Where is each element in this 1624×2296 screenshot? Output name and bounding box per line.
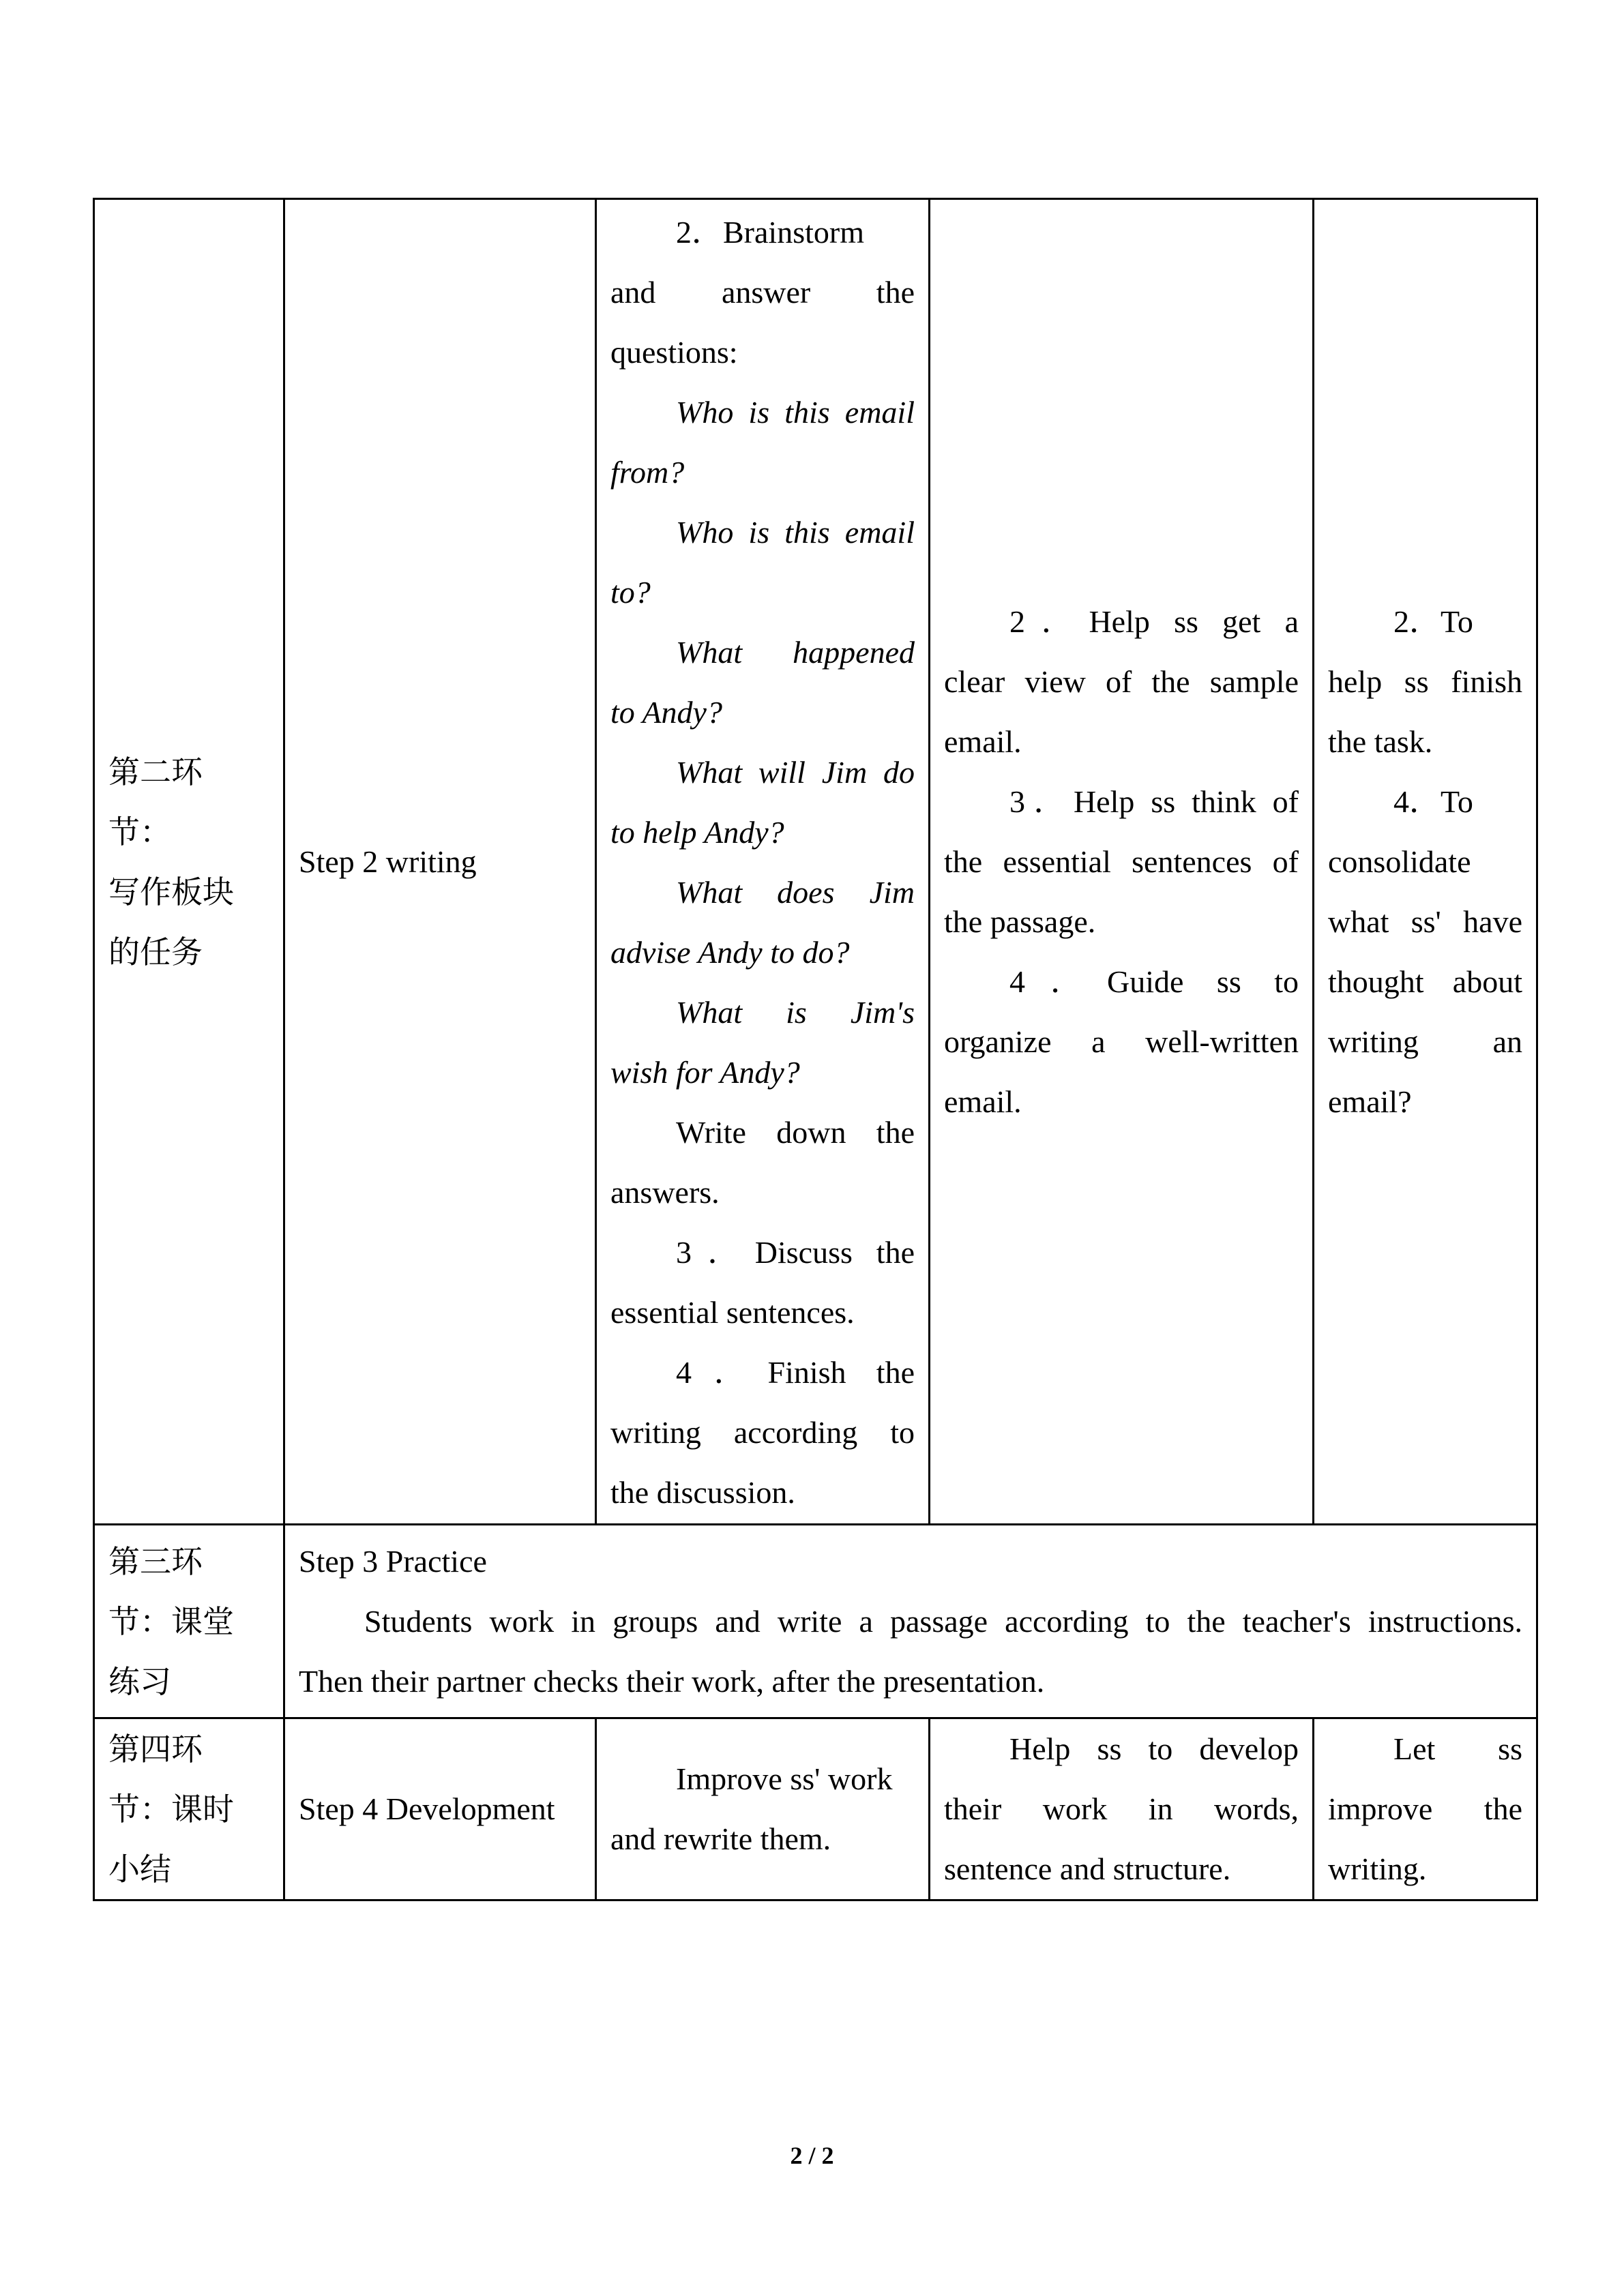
purpose-line: the task. bbox=[1328, 724, 1433, 759]
teacher-line: organize a well-written bbox=[944, 1024, 1299, 1059]
purpose-line: 2．To bbox=[1393, 603, 1473, 639]
purpose-line: consolidate bbox=[1328, 844, 1471, 879]
stage-line: 的任务 bbox=[108, 933, 203, 970]
activity-line: Write down the bbox=[676, 1115, 915, 1150]
question-line: What happened bbox=[676, 635, 915, 670]
practice-title: Step 3 Practice bbox=[299, 1543, 487, 1579]
question-line: What does Jim bbox=[676, 875, 915, 910]
teacher-line: the essential sentences of bbox=[944, 844, 1299, 879]
activity-line: 4．Finish the bbox=[676, 1355, 915, 1390]
purpose-line: email? bbox=[1328, 1084, 1412, 1119]
lesson-plan-table bbox=[93, 198, 1538, 1901]
activity-line: and answer the bbox=[610, 275, 915, 310]
activity-cell bbox=[596, 199, 930, 1525]
step-cell bbox=[284, 1718, 596, 1900]
stage-cell bbox=[94, 1525, 284, 1718]
activity-line: and rewrite them. bbox=[610, 1821, 831, 1856]
table-row-stage-4 bbox=[94, 1718, 1537, 1900]
activity-line: the discussion. bbox=[610, 1475, 795, 1510]
stage-line: 第三环 bbox=[108, 1542, 203, 1580]
stage-line: 第二环 bbox=[108, 753, 203, 790]
practice-body-line: Students work in groups and write a passage according to the teacher's instructions. bbox=[364, 1603, 1522, 1639]
page-number: 2 / 2 bbox=[790, 2142, 834, 2169]
question-line: wish for Andy? bbox=[610, 1055, 800, 1090]
purpose-cell bbox=[1314, 1718, 1537, 1900]
purpose-line: thought about bbox=[1328, 964, 1522, 999]
purpose-line: 4．To bbox=[1393, 784, 1473, 819]
stage-line: 小结 bbox=[108, 1851, 171, 1888]
teacher-line: 4．Guide ss to bbox=[1009, 964, 1299, 999]
teacher-line: 3．Help ss think of bbox=[1009, 784, 1299, 819]
question-line: What will Jim do bbox=[676, 755, 915, 790]
teacher-activity-cell bbox=[930, 1718, 1314, 1900]
stage-line: 第四环 bbox=[108, 1731, 203, 1768]
practice-cell bbox=[284, 1525, 1537, 1718]
activity-line: Improve ss' work bbox=[676, 1761, 893, 1796]
practice-body-line: Then their partner checks their work, after the presentation. bbox=[299, 1663, 1045, 1699]
question-line: What is Jim's bbox=[676, 995, 915, 1030]
activity-line: essential sentences. bbox=[610, 1295, 855, 1330]
activity-line: questions: bbox=[610, 335, 738, 370]
stage-cell bbox=[94, 1718, 284, 1900]
step-label: Step 4 Development bbox=[299, 1791, 555, 1826]
stage-line: 节： bbox=[108, 813, 171, 850]
question-line: from? bbox=[610, 455, 685, 490]
table-row-stage-2 bbox=[94, 199, 1537, 1525]
teacher-line: email. bbox=[944, 1084, 1022, 1119]
stage-line: 节：课时 bbox=[108, 1791, 234, 1828]
teacher-line: email. bbox=[944, 724, 1022, 759]
stage-line: 节：课堂 bbox=[108, 1602, 234, 1640]
teacher-line: Help ss to develop bbox=[1009, 1731, 1299, 1766]
purpose-line: what ss' have bbox=[1328, 904, 1522, 939]
teacher-line: 2．Help ss get a bbox=[1009, 603, 1299, 639]
stage-cell bbox=[94, 199, 284, 1525]
table-row-stage-3 bbox=[94, 1525, 1537, 1718]
purpose-cell bbox=[1314, 199, 1537, 1525]
purpose-line: Let ss bbox=[1393, 1731, 1522, 1766]
teacher-activity-cell bbox=[930, 199, 1314, 1525]
stage-line: 写作板块 bbox=[108, 873, 234, 910]
teacher-line: their work in words, bbox=[944, 1791, 1299, 1826]
question-line: Who is this email bbox=[676, 515, 915, 550]
purpose-line: help ss finish bbox=[1328, 664, 1522, 699]
question-line: advise Andy to do? bbox=[610, 935, 850, 970]
purpose-line: writing. bbox=[1328, 1851, 1427, 1886]
question-line: to? bbox=[610, 575, 651, 610]
teacher-line: sentence and structure. bbox=[944, 1851, 1231, 1886]
teacher-line: the passage. bbox=[944, 904, 1096, 939]
purpose-line: improve the bbox=[1328, 1791, 1522, 1826]
purpose-line: writing an bbox=[1328, 1024, 1522, 1059]
stage-line: 练习 bbox=[108, 1663, 171, 1700]
activity-line: writing according to bbox=[610, 1415, 915, 1450]
question-line: Who is this email bbox=[676, 395, 915, 430]
activity-line: answers. bbox=[610, 1175, 720, 1210]
question-line: to Andy? bbox=[610, 695, 722, 730]
activity-line: 2．Brainstorm bbox=[676, 215, 864, 250]
teacher-line: clear view of the sample bbox=[944, 664, 1299, 699]
step-cell bbox=[284, 199, 596, 1525]
question-line: to help Andy? bbox=[610, 815, 784, 850]
step-label: Step 2 writing bbox=[299, 844, 477, 879]
activity-cell bbox=[596, 1718, 930, 1900]
activity-line: 3．Discuss the bbox=[676, 1235, 915, 1270]
